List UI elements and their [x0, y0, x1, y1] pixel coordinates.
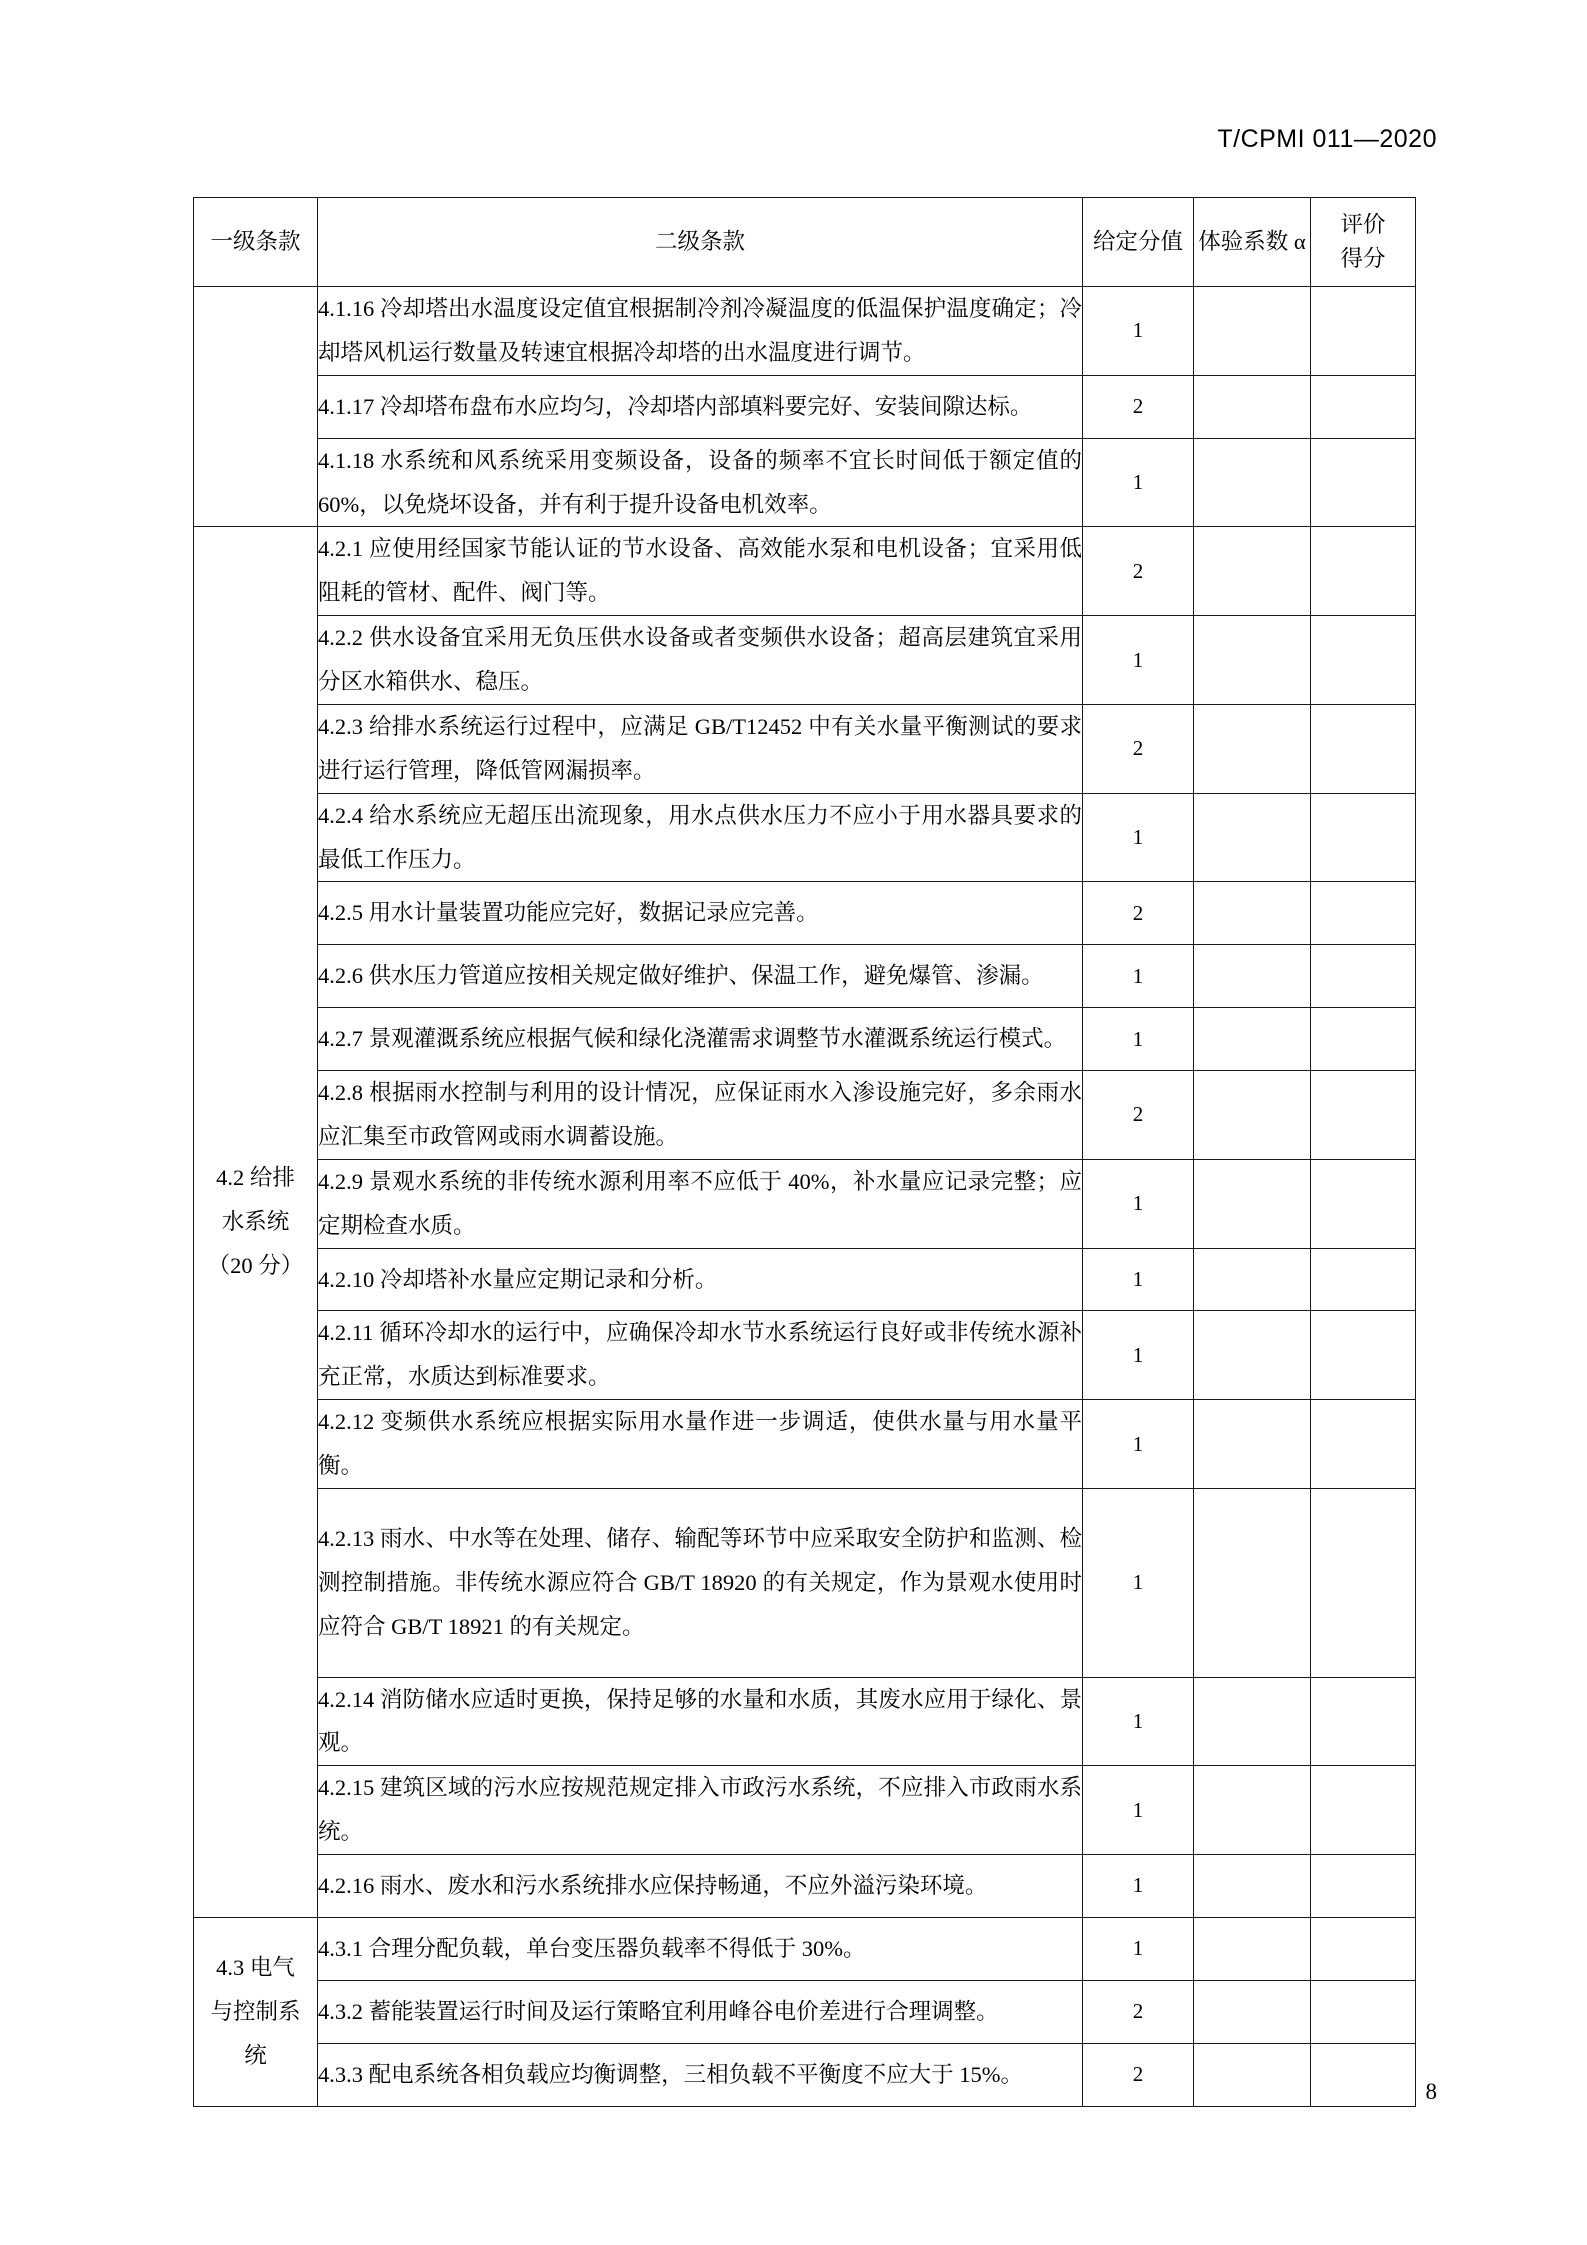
group-label-line: 与控制系	[210, 1998, 301, 2024]
coefficient-cell[interactable]	[1194, 1159, 1311, 1248]
coefficient-cell[interactable]	[1194, 704, 1311, 793]
table-row	[194, 1488, 1416, 1677]
score-cell: 1	[1083, 793, 1194, 882]
result-score-cell[interactable]	[1311, 527, 1416, 616]
evaluation-table	[193, 197, 1416, 2107]
coefficient-cell[interactable]	[1194, 287, 1311, 376]
table-row	[194, 1248, 1416, 1311]
clause-text-cell: 4.3.1 合理分配负载，单台变压器负载率不得低于 30%。	[318, 1917, 1083, 1980]
score-cell: 2	[1083, 527, 1194, 616]
group-label-line: 水系统	[221, 1209, 290, 1235]
coefficient-cell[interactable]	[1194, 793, 1311, 882]
coefficient-cell[interactable]	[1194, 616, 1311, 705]
result-score-cell[interactable]	[1311, 882, 1416, 945]
result-score-cell[interactable]	[1311, 616, 1416, 705]
group-label-line: 统	[244, 2042, 267, 2068]
group-label-cell	[194, 287, 318, 527]
result-score-cell[interactable]	[1311, 1071, 1416, 1160]
score-cell: 1	[1083, 1677, 1194, 1766]
table-row	[194, 1855, 1416, 1918]
table-row	[194, 375, 1416, 438]
score-cell: 1	[1083, 1917, 1194, 1980]
clause-text-cell: 4.2.5 用水计量装置功能应完好，数据记录应完善。	[318, 882, 1083, 945]
clause-text-cell: 4.2.7 景观灌溉系统应根据气候和绿化浇灌需求调整节水灌溉系统运行模式。	[318, 1008, 1083, 1071]
clause-text-cell: 4.3.2 蓄能装置运行时间及运行策略宜利用峰谷电价差进行合理调整。	[318, 1980, 1083, 2043]
document-header-standard-code: T/CPMI 011—2020	[1217, 125, 1437, 153]
coefficient-cell[interactable]	[1194, 1008, 1311, 1071]
score-cell: 1	[1083, 1488, 1194, 1677]
coefficient-cell[interactable]	[1194, 1311, 1311, 1400]
column-header-score: 给定分值	[1083, 198, 1194, 287]
table-row	[194, 1311, 1416, 1400]
score-cell: 2	[1083, 1071, 1194, 1160]
score-cell: 2	[1083, 1980, 1194, 2043]
group-label-line: （20 分）	[207, 1253, 304, 1279]
clause-text-cell: 4.2.6 供水压力管道应按相关规定做好维护、保温工作，避免爆管、渗漏。	[318, 945, 1083, 1008]
result-score-cell[interactable]	[1311, 1008, 1416, 1071]
coefficient-cell[interactable]	[1194, 438, 1311, 527]
coefficient-cell[interactable]	[1194, 1071, 1311, 1160]
clause-text-cell: 4.1.16 冷却塔出水温度设定值宜根据制冷剂冷凝温度的低温保护温度确定；冷却塔风机运行数量及转速宜根据冷却塔的出水温度进行调节。	[318, 287, 1083, 376]
score-cell: 2	[1083, 882, 1194, 945]
evaluation-table-body	[194, 198, 1416, 2107]
table-row	[194, 1917, 1416, 1980]
coefficient-cell[interactable]	[1194, 1917, 1311, 1980]
column-header-result-line1: 评价	[1340, 212, 1386, 238]
table-row	[194, 704, 1416, 793]
score-cell: 1	[1083, 1008, 1194, 1071]
score-cell: 1	[1083, 287, 1194, 376]
score-cell: 1	[1083, 1159, 1194, 1248]
group-label-line: 4.3 电气	[216, 1954, 295, 1980]
column-header-level1: 一级条款	[194, 198, 318, 287]
table-row	[194, 1677, 1416, 1766]
score-cell: 1	[1083, 1855, 1194, 1918]
table-header-row	[194, 198, 1416, 287]
coefficient-cell[interactable]	[1194, 1766, 1311, 1855]
coefficient-cell[interactable]	[1194, 945, 1311, 1008]
coefficient-cell[interactable]	[1194, 1400, 1311, 1489]
clause-text-cell: 4.2.8 根据雨水控制与利用的设计情况，应保证雨水入渗设施完好，多余雨水应汇集至市政管网或雨水调蓄设施。	[318, 1071, 1083, 1160]
result-score-cell[interactable]	[1311, 1248, 1416, 1311]
score-cell: 1	[1083, 1248, 1194, 1311]
result-score-cell[interactable]	[1311, 1855, 1416, 1918]
group-label-cell	[194, 527, 318, 1918]
column-header-result	[1311, 198, 1416, 287]
score-cell: 1	[1083, 616, 1194, 705]
coefficient-cell[interactable]	[1194, 1677, 1311, 1766]
result-score-cell[interactable]	[1311, 1400, 1416, 1489]
result-score-cell[interactable]	[1311, 1159, 1416, 1248]
table-row	[194, 1980, 1416, 2043]
clause-text-cell: 4.1.17 冷却塔布盘布水应均匀，冷却塔内部填料要完好、安装间隙达标。	[318, 375, 1083, 438]
clause-text-cell: 4.2.1 应使用经国家节能认证的节水设备、高效能水泵和电机设备；宜采用低阻耗的管材、配件、阀门等。	[318, 527, 1083, 616]
table-row	[194, 1400, 1416, 1489]
clause-text-cell: 4.2.4 给水系统应无超压出流现象，用水点供水压力不应小于用水器具要求的最低工作压力。	[318, 793, 1083, 882]
clause-text-cell: 4.2.3 给排水系统运行过程中，应满足 GB/T12452 中有关水量平衡测试的要求进行运行管理，降低管网漏损率。	[318, 704, 1083, 793]
result-score-cell[interactable]	[1311, 438, 1416, 527]
coefficient-cell[interactable]	[1194, 882, 1311, 945]
coefficient-cell[interactable]	[1194, 1248, 1311, 1311]
clause-text-cell: 4.2.10 冷却塔补水量应定期记录和分析。	[318, 1248, 1083, 1311]
result-score-cell[interactable]	[1311, 1917, 1416, 1980]
clause-text-cell: 4.2.13 雨水、中水等在处理、储存、输配等环节中应采取安全防护和监测、检测控制措施。非传统水源应符合 GB/T 18920 的有关规定，作为景观水使用时应符合 GB/T 18921 的有关规定。	[318, 1488, 1083, 1677]
coefficient-cell[interactable]	[1194, 1488, 1311, 1677]
result-score-cell[interactable]	[1311, 2043, 1416, 2106]
clause-text-cell: 4.2.12 变频供水系统应根据实际用水量作进一步调适，使供水量与用水量平衡。	[318, 1400, 1083, 1489]
table-row	[194, 616, 1416, 705]
result-score-cell[interactable]	[1311, 1677, 1416, 1766]
score-cell: 1	[1083, 1311, 1194, 1400]
clause-text-cell: 4.2.9 景观水系统的非传统水源利用率不应低于 40%，补水量应记录完整；应定期检查水质。	[318, 1159, 1083, 1248]
coefficient-cell[interactable]	[1194, 2043, 1311, 2106]
column-header-coefficient: 体验系数 α	[1194, 198, 1311, 287]
clause-text-cell: 4.1.18 水系统和风系统采用变频设备，设备的频率不宜长时间低于额定值的 60%，以免烧坏设备，并有利于提升设备电机效率。	[318, 438, 1083, 527]
evaluation-table-wrapper	[193, 197, 1415, 2107]
table-row	[194, 793, 1416, 882]
table-row	[194, 945, 1416, 1008]
result-score-cell[interactable]	[1311, 287, 1416, 376]
result-score-cell[interactable]	[1311, 1311, 1416, 1400]
coefficient-cell[interactable]	[1194, 1855, 1311, 1918]
score-cell: 2	[1083, 2043, 1194, 2106]
group-label-cell	[194, 1917, 318, 2106]
result-score-cell[interactable]	[1311, 1488, 1416, 1677]
table-row	[194, 1159, 1416, 1248]
table-row	[194, 438, 1416, 527]
clause-text-cell: 4.2.15 建筑区域的污水应按规范规定排入市政污水系统，不应排入市政雨水系统。	[318, 1766, 1083, 1855]
coefficient-cell[interactable]	[1194, 1980, 1311, 2043]
score-cell: 1	[1083, 1766, 1194, 1855]
result-score-cell[interactable]	[1311, 945, 1416, 1008]
table-row	[194, 287, 1416, 376]
score-cell: 2	[1083, 704, 1194, 793]
score-cell: 1	[1083, 438, 1194, 527]
result-score-cell[interactable]	[1311, 1766, 1416, 1855]
clause-text-cell: 4.3.3 配电系统各相负载应均衡调整，三相负载不平衡度不应大于 15%。	[318, 2043, 1083, 2106]
result-score-cell[interactable]	[1311, 375, 1416, 438]
column-header-result-line2: 得分	[1340, 246, 1386, 271]
table-row	[194, 1008, 1416, 1071]
table-row	[194, 1766, 1416, 1855]
result-score-cell[interactable]	[1311, 1980, 1416, 2043]
clause-text-cell: 4.2.16 雨水、废水和污水系统排水应保持畅通，不应外溢污染环境。	[318, 1855, 1083, 1918]
result-score-cell[interactable]	[1311, 793, 1416, 882]
clause-text-cell: 4.2.14 消防储水应适时更换，保持足够的水量和水质，其废水应用于绿化、景观。	[318, 1677, 1083, 1766]
column-header-level2: 二级条款	[318, 198, 1083, 287]
clause-text-cell: 4.2.2 供水设备宜采用无负压供水设备或者变频供水设备；超高层建筑宜采用分区水箱供水、稳压。	[318, 616, 1083, 705]
coefficient-cell[interactable]	[1194, 375, 1311, 438]
coefficient-cell[interactable]	[1194, 527, 1311, 616]
page-number: 8	[1425, 2079, 1437, 2104]
table-row	[194, 1071, 1416, 1160]
score-cell: 2	[1083, 375, 1194, 438]
clause-text-cell: 4.2.11 循环冷却水的运行中，应确保冷却水节水系统运行良好或非传统水源补充正常，水质达到标准要求。	[318, 1311, 1083, 1400]
score-cell: 1	[1083, 1400, 1194, 1489]
table-row	[194, 882, 1416, 945]
table-row	[194, 527, 1416, 616]
score-cell: 1	[1083, 945, 1194, 1008]
result-score-cell[interactable]	[1311, 704, 1416, 793]
table-row	[194, 2043, 1416, 2106]
group-label-line: 4.2 给排	[216, 1165, 295, 1191]
